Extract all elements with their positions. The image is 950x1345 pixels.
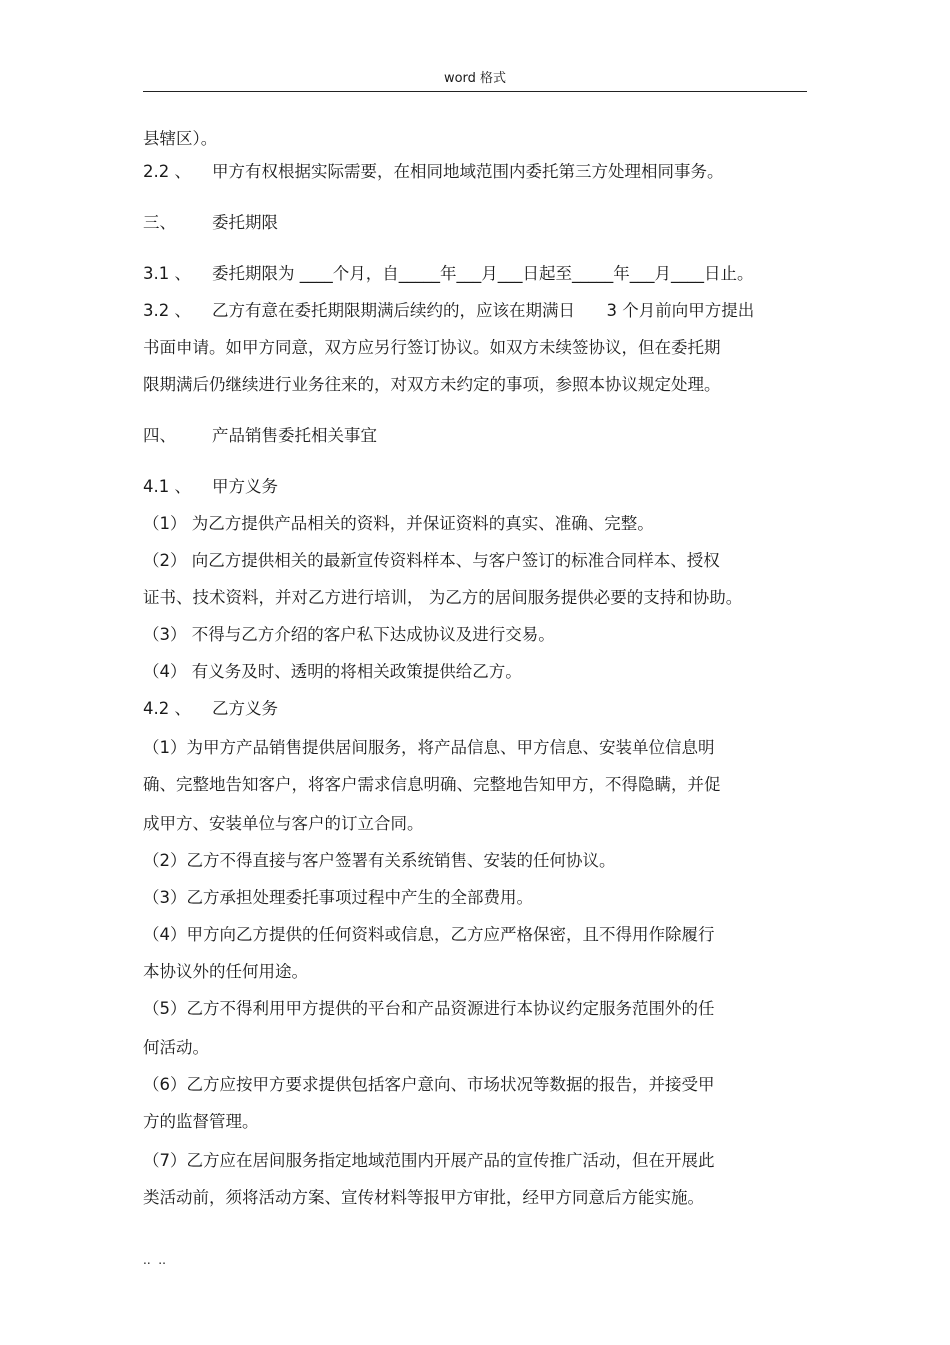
- list-item: （3）乙方承担处理委托事项过程中产生的全部费用。: [143, 888, 533, 907]
- list-item: （1） 为乙方提供产品相关的资料，并保证资料的真实、准确、完整。: [143, 514, 654, 533]
- page-header-title: word 格式: [443, 71, 507, 86]
- footer-dots: .. ..: [143, 1253, 166, 1267]
- text-line: 类活动前，须将活动方案、宣传材料等报甲方审批，经甲方同意后方能实施。: [143, 1188, 704, 1207]
- text-line: 方的监督管理。: [143, 1112, 259, 1131]
- section-number: 四、: [143, 426, 176, 445]
- text-line: 书面申请。如甲方同意，双方应另行签订协议。如双方未续签协议，但在委托期: [143, 338, 721, 357]
- section-heading: 委托期限: [212, 213, 278, 232]
- list-item: （2）乙方不得直接与客户签署有关系统销售、安装的任何协议。: [143, 851, 616, 870]
- list-item: （7）乙方应在居间服务指定地域范围内开展产品的宣传推广活动，但在开展此: [143, 1151, 715, 1170]
- clause-text: 乙方有意在委托期限期满后续约的，应该在期满日 3 个月前向甲方提出: [212, 301, 755, 320]
- clause-number: 3.1 、: [143, 264, 191, 283]
- list-item: （4） 有义务及时、透明的将相关政策提供给乙方。: [143, 662, 522, 681]
- clause-number: 4.2 、: [143, 699, 191, 718]
- text-line: 限期满后仍继续进行业务往来的，对双方未约定的事项，参照本协议规定处理。: [143, 375, 721, 394]
- clause-number: 4.1 、: [143, 477, 191, 496]
- text-line: 本协议外的任何用途。: [143, 962, 308, 981]
- clause-number: 3.2 、: [143, 301, 191, 320]
- clause-text: 委托期限为 ____个月，自_____年___月___日起至_____年___月____日止。: [212, 264, 754, 283]
- clause-heading: 甲方义务: [212, 477, 278, 496]
- clause-heading: 乙方义务: [212, 699, 278, 718]
- list-item: （4）甲方向乙方提供的任何资料或信息，乙方应严格保密，且不得用作除履行: [143, 925, 715, 944]
- text-line: 证书、技术资料，并对乙方进行培训， 为乙方的居间服务提供必要的支持和协助。: [143, 588, 743, 607]
- list-item: （1）为甲方产品销售提供居间服务，将产品信息、甲方信息、安装单位信息明: [143, 738, 715, 757]
- list-item: （2） 向乙方提供相关的最新宣传资料样本、与客户签订的标准合同样本、授权: [143, 551, 720, 570]
- list-item: （6）乙方应按甲方要求提供包括客户意向、市场状况等数据的报告，并接受甲: [143, 1075, 715, 1094]
- text-line: 何活动。: [143, 1038, 209, 1057]
- text-line: 成甲方、安装单位与客户的订立合同。: [143, 814, 424, 833]
- list-item: （3） 不得与乙方介绍的客户私下达成协议及进行交易。: [143, 625, 555, 644]
- text-line: 确、完整地告知客户，将客户需求信息明确、完整地告知甲方，不得隐瞒，并促: [143, 775, 721, 794]
- clause-number: 2.2 、: [143, 162, 191, 181]
- text-line: 县辖区）。: [143, 129, 218, 148]
- section-number: 三、: [143, 213, 176, 232]
- list-item: （5）乙方不得利用甲方提供的平台和产品资源进行本协议约定服务范围外的任: [143, 999, 715, 1018]
- clause-text: 甲方有权根据实际需要，在相同地域范围内委托第三方处理相同事务。: [212, 162, 724, 181]
- header-divider: [143, 91, 807, 92]
- section-heading: 产品销售委托相关事宜: [212, 426, 377, 445]
